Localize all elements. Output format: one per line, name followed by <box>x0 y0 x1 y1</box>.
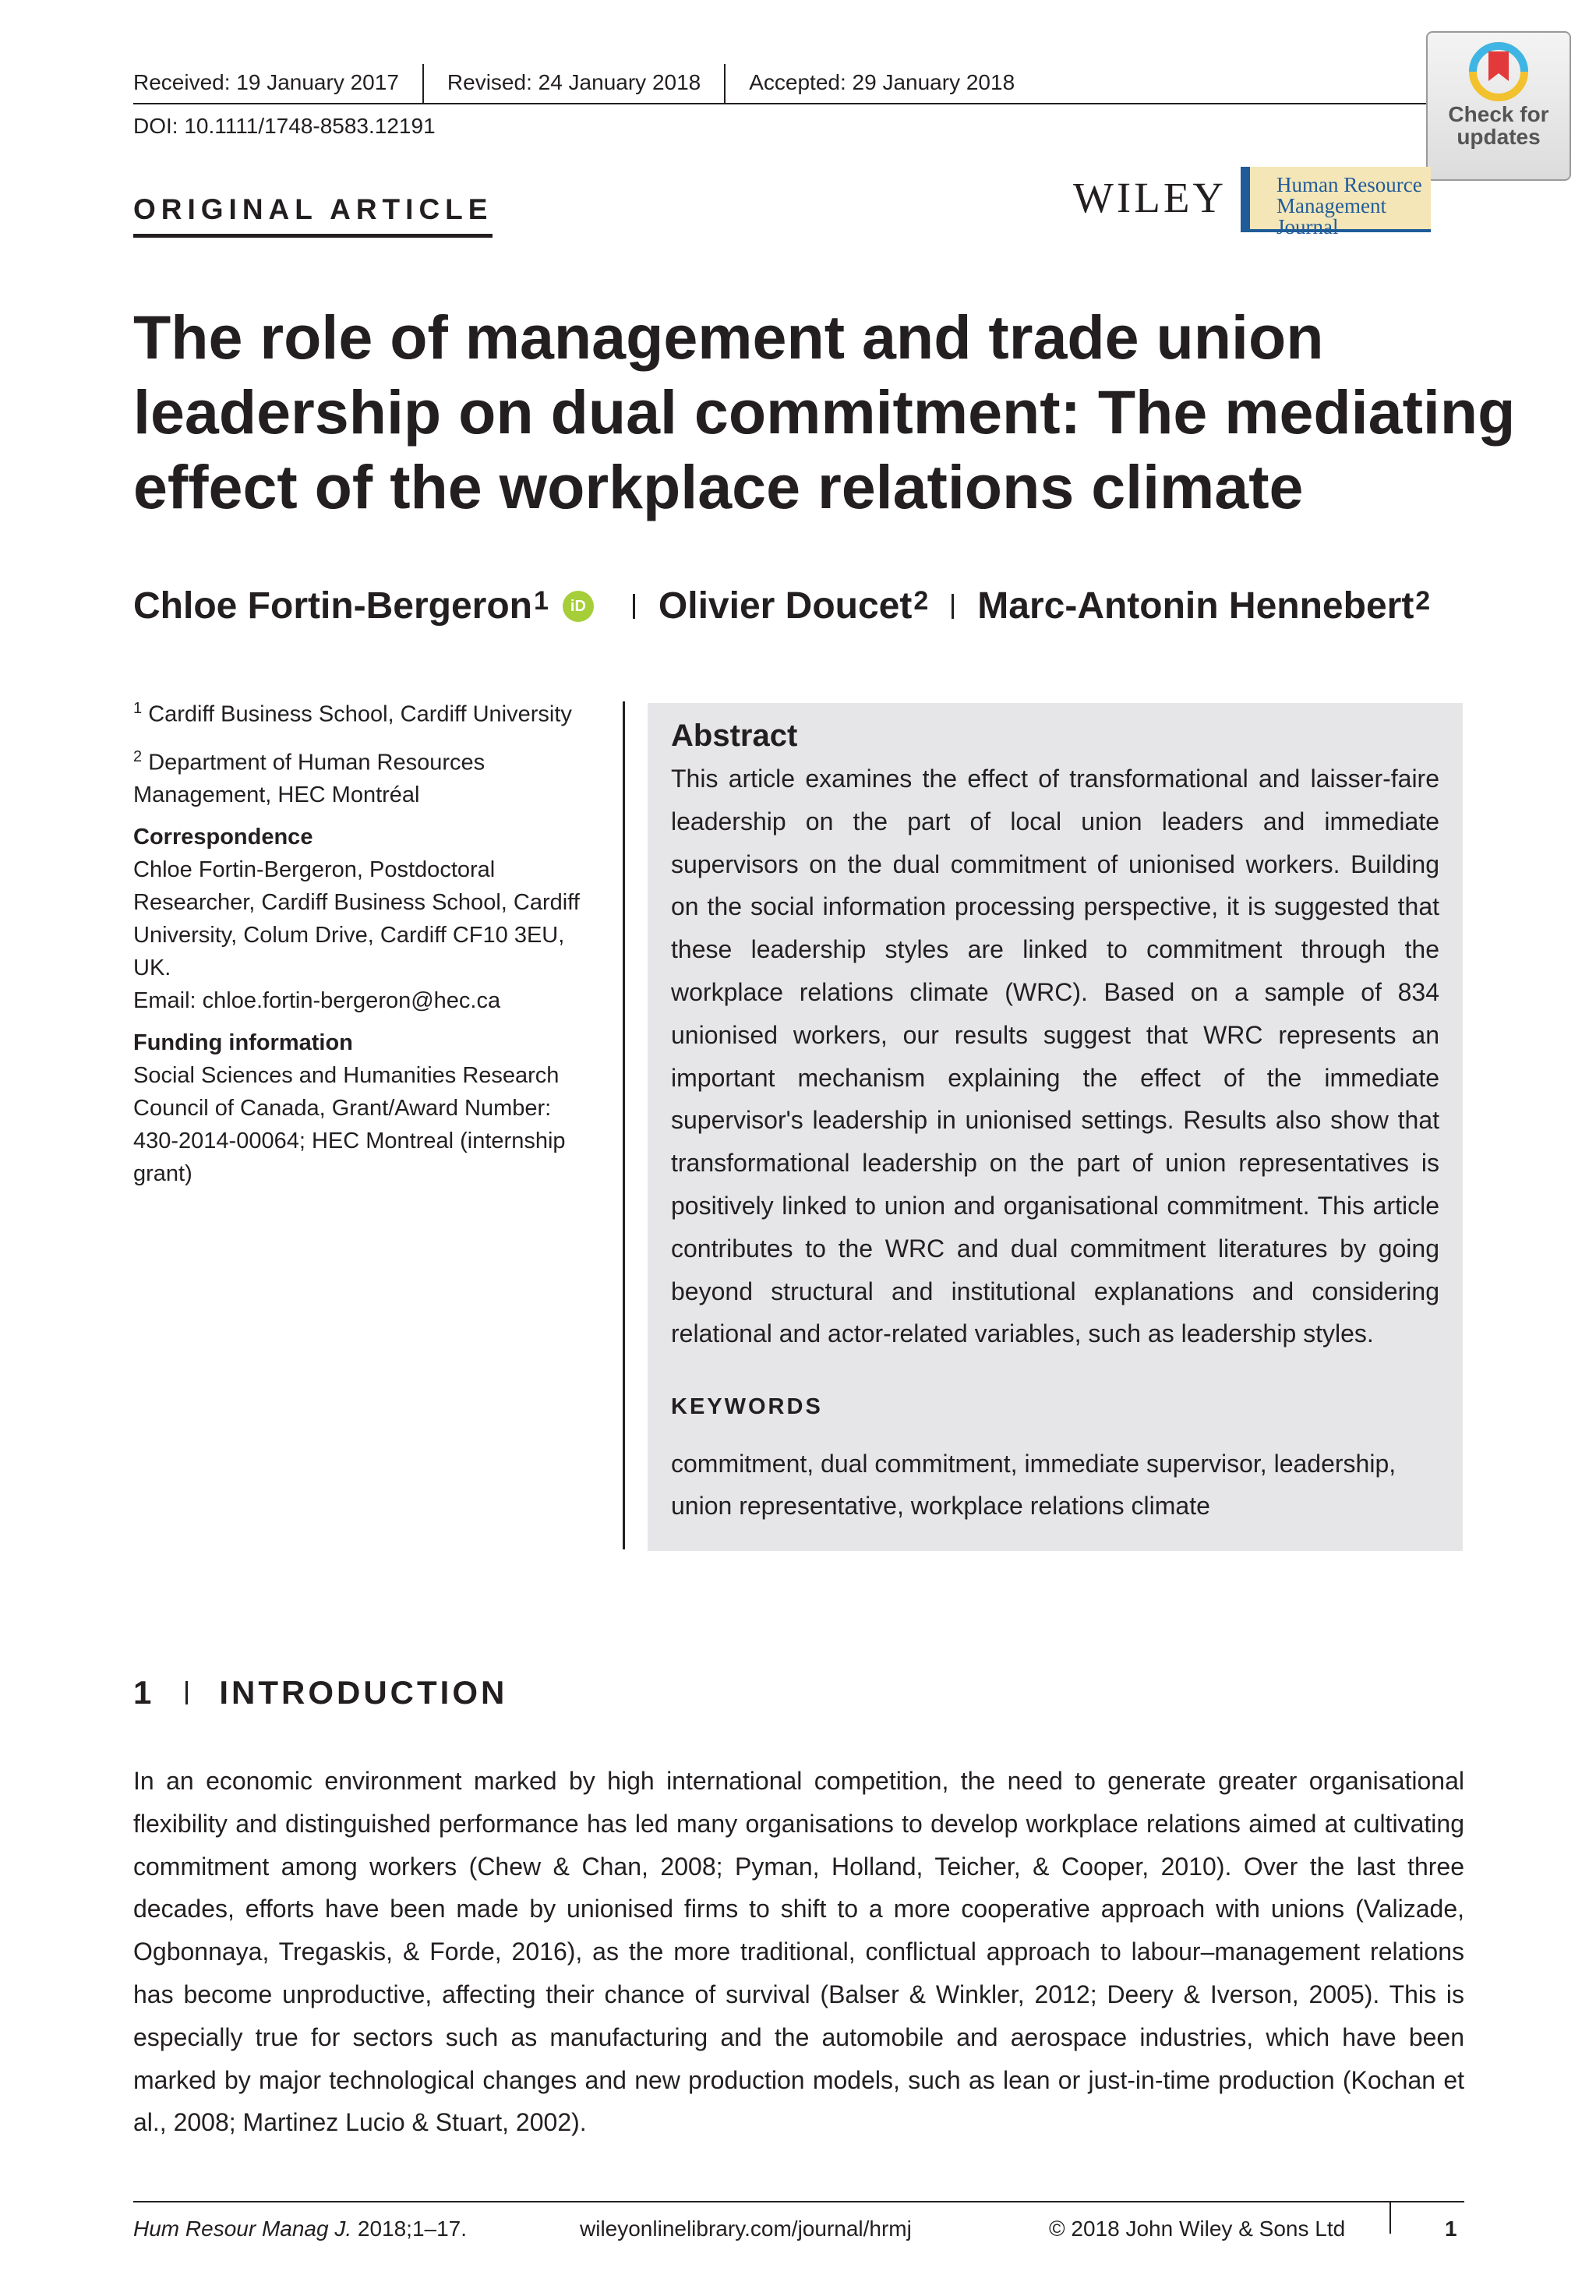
article-type: ORIGINAL ARTICLE <box>133 193 493 238</box>
page-footer <box>133 2201 1464 2248</box>
footer-journal-url[interactable]: wileyonlinelibrary.com/journal/hrmj <box>580 2217 912 2241</box>
section-number: 1 <box>133 1674 155 1711</box>
author-name[interactable]: Chloe Fortin-Bergeron <box>133 585 532 627</box>
section-heading <box>133 1674 507 1711</box>
abstract-text: This article examines the effect of transformational and laisser-faire leadership on the part of local union leaders and immediate supervisors on the dual commitment of unionised workers. Building on the social information processing perspective, it is suggested that these leadership styles are linked to commitment through the workplace relations climate (WRC). Based on a sample of 834 unionised workers, our results suggest that WRC represents an important mechanism explaining the effect of the immediate supervisor's leadership in unionised settings. Results also show that transformational leadership on the part of union representatives is positively linked to union and organisational commitment. This article contributes to the WRC and dual commitment literatures by going beyond structural and institutional explanations and considering relational and actor-related variables, such as leadership styles. <box>671 765 1439 1348</box>
journal-logo-line-2: Management Journal <box>1276 194 1386 238</box>
doi[interactable]: DOI: 10.1111/1748-8583.12191 <box>133 114 436 138</box>
author-list <box>133 585 1430 627</box>
revised-date: Revised: 24 January 2018 <box>447 70 701 94</box>
page-number: 1 <box>1445 2217 1457 2241</box>
introduction-paragraph: In an economic environment marked by high international competition, the need to generate greater organisational flexibility and distinguished performance has led many organisations to develop workplace relations aimed at cultivating commitment among workers (Chew & Chan, 2008; Pyman, Holland, Teicher, & Cooper, 2010). Over the last three decades, efforts have been made by unionised firms to shift to a more cooperative approach with unions (Valizade, Ogbonnaya, Tregaskis, & Forde, 2016), as the more traditional, conflictual approach to labour–management relations has become unproductive, affecting their chance of survival (Balser & Winkler, 2012; Deery & Iverson, 2005). This is especially true for sectors such as manufacturing and the automobile and aerospace industries, which have been marked by major technological changes and new production models, such as lean or just-in-time production (Kochan et al., 2008; Martinez Lucio & Stuart, 2002). <box>133 1767 1464 2137</box>
keywords-heading: KEYWORDS <box>671 1394 823 1420</box>
journal-logo <box>1241 167 1431 238</box>
affiliation <box>133 740 601 812</box>
abstract-heading: Abstract <box>671 719 798 753</box>
footer-divider <box>1389 2202 1391 2234</box>
author-divider <box>952 594 954 619</box>
crossmark-icon <box>1467 41 1530 103</box>
author-affiliation-marker: 2 <box>1415 586 1431 616</box>
affiliation-number: 1 <box>133 700 143 717</box>
section-title: INTRODUCTION <box>219 1674 508 1711</box>
footer-citation <box>133 2217 467 2241</box>
date-divider <box>724 64 726 103</box>
publisher-logo: WILEY <box>1073 174 1227 221</box>
author-affiliation-marker: 2 <box>913 586 929 616</box>
abstract-box <box>648 703 1463 1551</box>
affiliation-text: Cardiff Business School, Cardiff University <box>148 701 572 727</box>
footer-journal-abbrev: Hum Resour Manag J. <box>133 2217 352 2241</box>
funding-text: Social Sciences and Humanities Research Council of Canada, Grant/Award Number: 430-2014-00064; HEC Montreal (internship grant) <box>133 1063 566 1187</box>
publication-dates <box>133 64 1428 104</box>
title-line: effect of the workplace relations climate <box>133 452 1304 521</box>
affiliation-number: 2 <box>133 747 143 765</box>
badge-line-2: updates <box>1457 125 1541 149</box>
author-divider <box>633 594 635 619</box>
author-name[interactable]: Olivier Doucet <box>658 585 913 627</box>
author-info-column <box>133 692 601 1190</box>
funding-heading: Funding information <box>133 1030 353 1056</box>
badge-line-1: Check for <box>1448 102 1549 126</box>
correspondence-text: Chloe Fortin-Bergeron, Postdoctoral Researcher, Cardiff Business School, Cardiff University, Colum Drive, Cardiff CF10 3EU, UK. <box>133 857 580 981</box>
correspondence-heading: Correspondence <box>133 825 313 850</box>
author-affiliation-marker: 1 <box>534 586 549 616</box>
affiliation <box>133 692 601 731</box>
title-line: The role of management and trade union <box>133 302 1324 372</box>
accepted-date: Accepted: 29 January 2018 <box>749 70 1015 94</box>
article-title <box>133 300 1516 525</box>
journal-logo-line-1: Human Resource <box>1276 173 1422 196</box>
title-line: leadership on dual commitment: The mediating <box>133 377 1516 447</box>
received-date: Received: 19 January 2017 <box>133 70 399 94</box>
footer-citation-details: 2018;1–17. <box>351 2217 468 2241</box>
column-divider <box>623 701 625 1549</box>
author-name[interactable]: Marc-Antonin Hennebert <box>977 585 1414 627</box>
orcid-icon[interactable]: iD <box>563 591 594 622</box>
footer-copyright: © 2018 John Wiley & Sons Ltd <box>1049 2217 1346 2241</box>
keywords-list: commitment, dual commitment, immediate supervisor, leadership, union representative, workplace relations climate <box>671 1450 1396 1521</box>
date-divider <box>422 64 424 103</box>
check-for-updates-button[interactable] <box>1426 31 1571 181</box>
section-divider <box>185 1681 188 1704</box>
correspondence-email[interactable]: Email: chloe.fortin-bergeron@hec.ca <box>133 988 501 1014</box>
affiliation-text: Department of Human Resources Management, HEC Montréal <box>133 750 486 808</box>
